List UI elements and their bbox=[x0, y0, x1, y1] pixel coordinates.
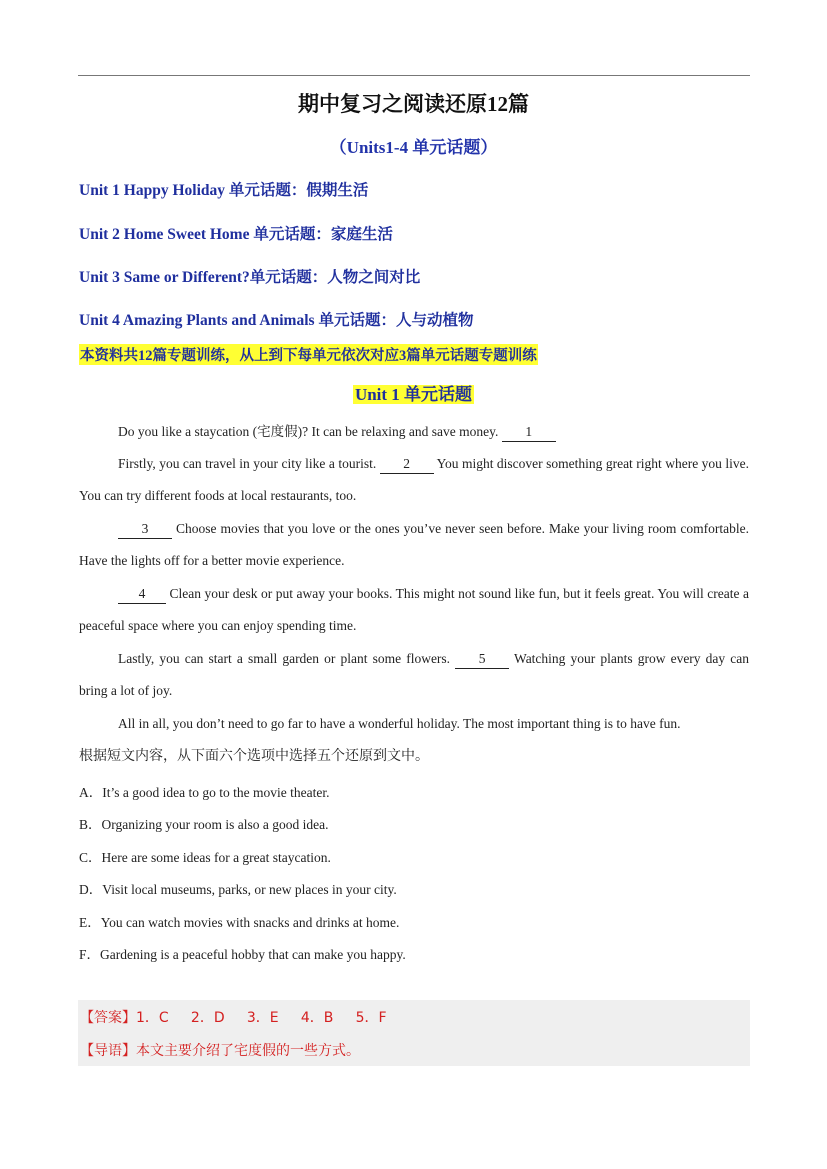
guide-tag: 【导语】 bbox=[80, 1043, 136, 1059]
paragraph-2-text-a: Firstly, you can travel in your city like a tourist. bbox=[118, 456, 380, 471]
passage-paragraph-6: All in all, you don’t need to go far to have a wonderful holiday. The most important thing is to have fun. bbox=[118, 716, 681, 731]
page-title: 期中复习之阅读还原12篇 bbox=[298, 92, 529, 116]
passage-paragraph-4 bbox=[79, 578, 749, 642]
blank-4: 4 bbox=[118, 585, 166, 604]
option-f: F．Gardening is a peaceful hobby that can make you happy. bbox=[79, 947, 406, 962]
unit-3-name: Unit 3 Same or Different? bbox=[79, 269, 250, 286]
paragraph-1-text: Do you like a staycation (宅度假)? It can be relaxing and save money. bbox=[118, 424, 502, 439]
page-subtitle: （Units1-4 单元话题） bbox=[329, 138, 498, 157]
answer-line bbox=[80, 1007, 387, 1027]
blank-3: 3 bbox=[118, 520, 172, 539]
answer-tag: 【答案】 bbox=[80, 1010, 136, 1026]
option-b: B．Organizing your room is also a good idea. bbox=[79, 817, 329, 832]
passage-paragraph-2 bbox=[79, 448, 749, 512]
guide-line bbox=[80, 1040, 360, 1060]
blank-5: 5 bbox=[455, 650, 509, 669]
unit-2-topic: 单元话题：家庭生活 bbox=[249, 226, 393, 243]
unit-2-line bbox=[79, 222, 393, 244]
unit-4-topic: 单元话题：人与动植物 bbox=[314, 312, 474, 329]
unit-1-name: Unit 1 Happy Holiday bbox=[79, 182, 225, 199]
unit-4-line bbox=[79, 308, 473, 330]
option-a: A．It’s a good idea to go to the movie theater. bbox=[79, 785, 330, 800]
paragraph-3-text: Choose movies that you love or the ones you’ve never seen before. Make your living room comfortable. Have the lights off for a better movie experience. bbox=[79, 521, 749, 568]
passage-paragraph-5 bbox=[79, 643, 749, 707]
header-rule bbox=[78, 75, 750, 76]
blank-1: 1 bbox=[502, 423, 556, 442]
option-d: D．Visit local museums, parks, or new places in your city. bbox=[79, 882, 397, 897]
instruction: 根据短文内容，从下面六个选项中选择五个还原到文中。 bbox=[79, 748, 429, 764]
answer-text: 1．C 2．D 3．E 4．B 5．F bbox=[136, 1010, 387, 1026]
guide-text: 本文主要介绍了宅度假的一些方式。 bbox=[136, 1043, 360, 1059]
unit-3-line bbox=[79, 265, 420, 287]
unit-1-topic: 单元话题：假期生活 bbox=[225, 182, 369, 199]
blank-2: 2 bbox=[380, 455, 434, 474]
paragraph-5-text-b: Watching your plants grow every day can bring a lot of joy. bbox=[79, 651, 749, 698]
passage-paragraph-3 bbox=[79, 513, 749, 577]
option-c: C．Here are some ideas for a great staycation. bbox=[79, 850, 331, 865]
paragraph-4-text: Clean your desk or put away your books. This might not sound like fun, but it feels great. You will create a peaceful space where you can enjoy spending time. bbox=[79, 586, 749, 633]
unit-heading bbox=[0, 380, 827, 405]
unit-2-name: Unit 2 Home Sweet Home bbox=[79, 226, 250, 243]
unit-1-line bbox=[79, 178, 368, 200]
paragraph-5-text-a: Lastly, you can start a small garden or plant some flowers. bbox=[118, 651, 456, 666]
paragraph-2-text-b: You might discover something great right where you live. You can try different foods at local restaurants, too. bbox=[79, 456, 749, 503]
unit-3-topic: 单元话题：人物之间对比 bbox=[249, 269, 421, 286]
passage-paragraph-1 bbox=[79, 416, 749, 448]
option-e: E．You can watch movies with snacks and drinks at home. bbox=[79, 915, 400, 930]
unit-4-name: Unit 4 Amazing Plants and Animals bbox=[79, 312, 315, 329]
highlight-note: 本资料共12篇专题训练，从上到下每单元依次对应3篇单元话题专题训练 bbox=[79, 344, 538, 365]
unit-heading-text: Unit 1 单元话题 bbox=[354, 385, 473, 404]
